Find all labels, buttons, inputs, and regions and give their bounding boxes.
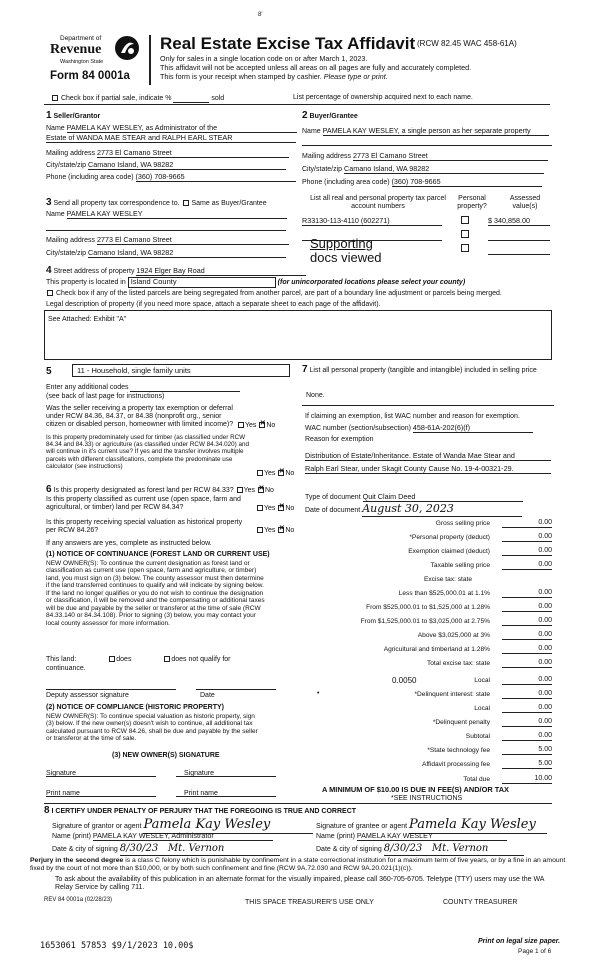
notice-compliance-title: (2) NOTICE OF COMPLIANCE (HISTORIC PROPERTY) <box>46 704 224 711</box>
grantee-name-row: Name (print) PAMELA KAY WESLEY <box>316 832 507 841</box>
seller-heading: 1 Seller/Grantor <box>46 110 101 121</box>
header-note-3: This form is your receipt when stamped by cashier. Please type or print. <box>160 72 388 81</box>
tax-row-label: *Personal property (deduct) <box>409 534 490 541</box>
tax-row-label: Exemption claimed (deduct) <box>408 548 490 555</box>
tax-row-value[interactable]: 0.00 <box>502 519 552 528</box>
tax-row-label: From $1,525,000.01 to $3,025,000 at 2.75% <box>360 618 490 625</box>
seller-phone-field[interactable]: (360) 708-9665 <box>136 173 296 182</box>
form-rcw: (RCW 82.45 WAC 458-61A) <box>417 39 517 48</box>
tax-row-label: Less than $525,000.01 at 1.1% <box>398 590 490 597</box>
wac-row: WAC number (section/subsection) 458-61A-202(6)(f) <box>305 424 533 433</box>
tax-row-label: Total due <box>463 776 490 783</box>
this-land-row: This land: does does not qualify for <box>46 656 231 663</box>
corr-city-field[interactable]: Camano Island, WA 98282 <box>88 249 286 258</box>
tax-row-label: Gross selling price <box>435 520 490 527</box>
corr-mailing-row: Mailing address 2773 El Camano Street <box>46 236 289 245</box>
correspondence-heading: 3 Send all property tax correspondence to. Same as Buyer/Grantee <box>46 197 267 208</box>
q-forest-yes[interactable] <box>237 487 243 493</box>
land-does-checkbox[interactable] <box>109 656 115 662</box>
section-7-heading: 7 List all personal property (tangible and intangible) included in selling price <box>302 364 537 375</box>
buyer-name-row: Name PAMELA KAY WESLEY, a single person as her separate property <box>302 127 549 136</box>
revenue-wordmark: Revenue <box>50 42 102 57</box>
ownership-note: List percentage of ownership acquired next to each name. <box>293 94 473 101</box>
assessor-sig-label: Deputy assessor signature <box>46 692 129 699</box>
county-treasurer-label: COUNTY TREASURER <box>443 899 518 906</box>
seller-mailing-row: Mailing address 2773 El Camano Street <box>46 149 289 158</box>
buyer-phone-row: Phone (including area code) (360) 708-9665 <box>302 178 542 187</box>
partial-sale-checkbox[interactable] <box>52 95 58 101</box>
receipt-stamp: 1653061 57853 $9/1/2023 10.00$ <box>40 941 194 951</box>
personal-col-header: Personal property? <box>457 195 487 211</box>
tax-row-value[interactable]: 0.00 <box>502 617 552 626</box>
signature-label-1: Signature <box>46 770 76 777</box>
perjury-notice: Perjury in the second degree is a class C felony which is punishable by confinement in a state correctional institution for a maximum term of five years, or by a fine in an amount fixed by the court of not more than $10,000, or by both such confinement and fine (RCW 9A.72.030 and RCW 9A.20.021(1)(c)). <box>30 857 566 872</box>
tax-row-label: Affidavit processing fee <box>421 761 490 768</box>
accessibility-notice: To ask about the availability of this publication in an alternate format for the visually impaired, please call 360-705-6705. Teletype (TTY) users may use the WA Relay Service by calling 711. <box>55 876 545 892</box>
tax-row-value[interactable]: 0.00 <box>502 561 552 570</box>
exemption-note: If claiming an exemption, list WAC number and reason for exemption. <box>305 413 520 420</box>
tax-row-label: Above $3,025,000 at 3% <box>417 632 490 639</box>
tax-row-label: *State technology fee <box>427 747 490 754</box>
header-rule <box>44 104 550 105</box>
q-current-use-yes[interactable] <box>257 505 263 511</box>
seller-mailing-field[interactable]: 2773 El Camano Street <box>97 149 289 158</box>
q-historic-answer: Yes ✕ No <box>256 527 294 535</box>
personal-property-checkbox-3[interactable] <box>461 244 469 252</box>
tax-row-label: Taxable selling price <box>430 562 490 569</box>
tax-row-value[interactable]: 5.00 <box>502 760 552 769</box>
legal-label: Legal description of property (if you need more space, attach a separate sheet to each page of the affidavit). <box>46 301 381 308</box>
dot-mark: • <box>317 690 320 697</box>
tax-row-value[interactable]: 0.00 <box>502 659 552 668</box>
signature-label-2: Signature <box>184 770 214 777</box>
revision-label: REV 84 0001a (02/28/23) <box>44 897 113 903</box>
doc-type-field[interactable]: Quit Claim Deed <box>363 493 523 502</box>
tax-row-value[interactable]: 0.00 <box>502 718 552 727</box>
q-historic-no[interactable] <box>278 527 284 533</box>
seller-city-field[interactable]: Camano Island, WA 98282 <box>88 161 286 170</box>
property-street-field[interactable]: 1924 Elger Bay Road <box>136 267 306 276</box>
header-divider <box>149 35 151 85</box>
seller-phone-row: Phone (including area code) (360) 708-9665 <box>46 173 296 182</box>
assessed-value-1[interactable]: $ 340,858.00 <box>488 217 550 226</box>
minimum-due-note: A MINIMUM OF $10.00 IS DUE IN FEE(S) AND/OR TAX <box>322 785 509 794</box>
tax-row-value[interactable]: 5.00 <box>502 746 552 755</box>
legal-size-note: Print on legal size paper. <box>478 938 561 945</box>
tax-row-label: Agricultural and timberland at 1.28% <box>383 646 490 653</box>
corr-name-row: Name PAMELA KAY WESLEY <box>46 210 287 219</box>
land-does-not-checkbox[interactable] <box>164 656 170 662</box>
assessed-col-header: Assessed value(s) <box>509 195 541 211</box>
seller-name-field[interactable]: PAMELA KAY WESLEY, as Administrator of the <box>67 124 297 133</box>
buyer-phone-field[interactable]: (360) 708-9665 <box>392 178 542 187</box>
supporting-docs-stamp: Supporting docs viewed <box>310 236 382 266</box>
continuance-label: continuance. <box>46 665 86 672</box>
tax-row-label: *Delinquent interest: state <box>414 691 490 698</box>
legal-description-field[interactable]: See Attached: Exhibit "A" <box>44 310 552 360</box>
dor-emblem-icon <box>114 35 140 61</box>
buyer-mailing-field[interactable]: 2773 El Camano Street <box>353 152 548 161</box>
notice-continuance-text: NEW OWNER(S): To continue the current designation as forest land or classification as current use (open space, farm and agriculture, or timber) land, you must sign on (3) below. The county assessor must then determine if the land transferred continues to qualify and will indicate by signing below. If the land no longer qualifies or you do not wish to continue the designation or classification, it will be removed and the compensating or additional taxes will be due and payable by the seller or transferor at the time of sale (RCW 84.33.140 or 84.34.108). Prior to signing (3) below, you may contact your local county assessor for more information. <box>46 560 265 627</box>
doc-date-field[interactable]: August 30, 2023 <box>362 503 522 517</box>
grantor-name-row: Name (print) PAMELA KAY WESLEY, Administrator <box>52 832 273 841</box>
buyer-name-field[interactable]: PAMELA KAY WESLEY, a single person as her separate property <box>323 127 549 136</box>
wac-number-field[interactable]: 458-61A-202(6)(f) <box>413 424 533 433</box>
tax-row-value[interactable]: 0.00 <box>502 645 552 654</box>
q-forest-row: 6 Is this property designated as forest land per RCW 84.33? Yes ✕ No <box>46 484 274 496</box>
tax-row-value[interactable]: 10.00 <box>502 775 552 784</box>
tax-row-value[interactable]: 0.00 <box>502 690 552 699</box>
seller-city-row: City/state/zip Camano Island, WA 98282 <box>46 161 286 170</box>
corr-mailing-field[interactable]: 2773 El Camano Street <box>97 236 289 245</box>
print-name-label-1: Print name <box>46 790 80 797</box>
partial-sale-row: Check box if partial sale, indicate % sold <box>51 94 224 103</box>
q-timber-text: Is this property predominately used for timber (as classified under RCW 84.34 and 84.33) or agriculture (as classified under RCW 84.34.020) and will continue in it's current use? If yes and the transfer involves multiple parcels with different classifications, complete the predominate use calculator (see instructions) <box>46 434 250 470</box>
tax-row-value[interactable]: 0.00 <box>502 631 552 640</box>
exemption-reason-field-2[interactable]: Ralph Earl Stear, under Skagit County Cause No. 19-4-00321-29. <box>305 465 551 474</box>
assessor-date-label: Date <box>200 692 215 699</box>
tax-row-value[interactable]: 0.00 <box>502 704 552 713</box>
grantor-print-name[interactable]: PAMELA KAY WESLEY, Administrator <box>93 832 273 841</box>
segregate-checkbox[interactable] <box>47 290 53 296</box>
page-number: Page 1 of 6 <box>518 948 552 955</box>
tax-row-label: Local <box>474 677 490 684</box>
form-title: Real Estate Excise Tax Affidavit <box>160 34 416 53</box>
tax-row-label: Local <box>474 705 490 712</box>
street-address-row: 4 Street address of property 1924 Elger Bay Road <box>46 265 306 277</box>
print-name-label-2: Print name <box>184 790 218 797</box>
dept-line: Department of <box>60 35 102 42</box>
form-number: Form 84 0001a <box>50 70 130 82</box>
tax-row-label: *Delinquent penalty <box>432 719 490 726</box>
see-instructions-note: *SEE INSTRUCTIONS <box>391 795 463 802</box>
segregate-row: Check box if any of the listed parcels are being segregated from another parcel, are part of a boundary line adjustment or parcels being merged. <box>46 290 502 298</box>
q-exemption-yes[interactable] <box>238 422 244 428</box>
local-rate: 0.0050 <box>392 676 417 685</box>
codes-note: (see back of last page for instructions) <box>46 393 165 400</box>
certify-heading: 8 I CERTIFY UNDER PENALTY OF PERJURY THAT THE FOREGOING IS TRUE AND CORRECT <box>44 805 357 816</box>
grantee-print-name[interactable]: PAMELA KAY WESLEY <box>357 832 507 841</box>
q-forest-no[interactable] <box>258 487 264 493</box>
seller-name-field-2[interactable]: Estate of WANDA MAE STEAR and RALPH EARL STEAR <box>46 134 296 143</box>
buyer-city-row: City/state/zip Camano Island, WA 98282 <box>302 165 544 174</box>
tax-row-label: Excise tax: state <box>423 576 472 583</box>
tax-row-label: Subtotal <box>465 733 490 740</box>
grantor-date-city[interactable]: 8/30/23 Mt. Vernon <box>120 843 280 856</box>
additional-codes-field[interactable] <box>130 383 240 392</box>
tax-row-value[interactable]: 0.00 <box>502 547 552 556</box>
q-exemption-no[interactable] <box>259 422 265 428</box>
header-note-1: Only for sales in a single location code on or after March 1, 2023. <box>160 54 368 63</box>
grantee-date-row: Date & city of signing 8/30/23 Mt. Vernon <box>316 843 524 856</box>
state-line: Washington State <box>60 59 104 65</box>
q-historic-yes[interactable] <box>257 527 263 533</box>
tax-row-value[interactable]: 0.00 <box>502 676 552 685</box>
personal-property-list[interactable]: None. <box>306 392 325 399</box>
grantee-date-city[interactable]: 8/30/23 Mt. Vernon <box>384 843 524 856</box>
tax-row-value[interactable]: 0.00 <box>502 589 552 598</box>
personal-property-checkbox-1[interactable] <box>461 216 469 224</box>
q-current-use-answer: Yes ✕ No <box>256 505 294 513</box>
q-timber-yes[interactable] <box>257 470 263 476</box>
additional-codes-label: Enter any additional codes <box>46 383 240 392</box>
land-use-select[interactable]: 11 - Household, single family units <box>72 364 290 377</box>
tax-row-value[interactable]: 0.00 <box>502 732 552 741</box>
header-note-2: This affidavit will not be accepted unless all areas on all pages are fully and accurately completed. <box>160 63 472 72</box>
treasurer-use-label: THIS SPACE TREASURER'S USE ONLY <box>245 899 374 906</box>
new-owner-sig-title: (3) NEW OWNER(S) SIGNATURE <box>112 752 220 759</box>
if-yes-note: If any answers are yes, complete as instructed below. <box>46 540 212 547</box>
tax-row-value[interactable]: 0.00 <box>502 603 552 612</box>
corr-name-field[interactable]: PAMELA KAY WESLEY <box>67 210 287 219</box>
notice-continuance-title: (1) NOTICE OF CONTINUANCE (FOREST LAND OR CURRENT USE) <box>46 551 270 558</box>
county-select[interactable]: Island County <box>128 277 276 288</box>
exemption-reason-field-1[interactable]: Distribution of Estate/Inheritance. Estate of Wanda Mae Stear and <box>305 452 551 461</box>
county-row: This property is located in Island County (for unincorporated locations please select your county) <box>46 277 466 286</box>
grantor-date-row: Date & city of signing 8/30/23 Mt. Vernon <box>52 843 280 856</box>
assessor-sig-line[interactable] <box>46 689 176 690</box>
q-current-use-text: Is this property classified as current use (open space, farm and agricultural, or timber) land per RCW 84.34? <box>46 496 241 512</box>
notice-compliance-text: NEW OWNER(S): To continue special valuation as historic property, sign (3) below. If the new owner(s) doesn't wish to continue, all additional tax calculated pursuant to RCW 84.26, shall be due and payable by the seller or transferor at the time of sale. <box>46 713 258 743</box>
type-or-print-note: Please type or print. <box>323 72 388 81</box>
tax-row-label: From $525,000.01 to $1,525,000 at 1.28% <box>366 604 490 611</box>
buyer-mailing-row: Mailing address 2773 El Camano Street <box>302 152 548 161</box>
grantor-sig-row: Signature of grantor or agent Pamela Kay Wesley <box>52 818 313 834</box>
buyer-city-field[interactable]: Camano Island, WA 98282 <box>344 165 544 174</box>
corner-mark: 8' <box>258 12 263 18</box>
q-current-use-no[interactable] <box>278 505 284 511</box>
doc-date-row: Date of document August 30, 2023 <box>305 503 522 517</box>
parcel-number-1[interactable]: R33130-113-4110 (602271) <box>302 217 442 226</box>
tax-row-label: Total excise tax: state <box>426 660 490 667</box>
q-historic-text: Is this property receiving special valuation as historical property per RCW 84.26? <box>46 519 243 535</box>
partial-percent-field[interactable] <box>173 94 209 103</box>
grantee-signature[interactable]: Pamela Kay Wesley <box>409 818 547 834</box>
reason-label: Reason for exemption <box>305 436 374 443</box>
q-timber-no[interactable] <box>278 470 284 476</box>
q-exemption-text: Was the seller receiving a property tax exemption or deferral under RCW 84.36, 84.37, or 84.38 (nonprofit org., senior citizen or disabled person, homeowner with limited income)? <box>46 405 234 429</box>
grantor-signature[interactable]: Pamela Kay Wesley <box>143 818 313 834</box>
doc-type-row: Type of document Quit Claim Deed <box>305 493 523 502</box>
personal-property-checkbox-2[interactable] <box>461 230 469 238</box>
dor-logo <box>50 35 142 85</box>
q-exemption-answer: Yes ✕ No <box>237 422 275 430</box>
q-timber-answer: Yes ✕ No <box>256 470 294 478</box>
corr-city-row: City/state/zip Camano Island, WA 98282 <box>46 249 286 258</box>
section-5-num: 5 <box>46 366 52 377</box>
tax-row-value[interactable]: 0.00 <box>502 533 552 542</box>
parcel-col-header: List all real and personal property tax parcel account numbers <box>310 195 446 211</box>
same-as-buyer-checkbox[interactable] <box>183 200 189 206</box>
seller-name-row: Name PAMELA KAY WESLEY, as Administrator of the <box>46 124 297 133</box>
assessor-date-line[interactable] <box>196 689 276 690</box>
buyer-heading: 2 Buyer/Grantee <box>302 110 358 121</box>
grantee-sig-row: Signature of grantee or agent Pamela Kay Wesley <box>316 818 547 834</box>
